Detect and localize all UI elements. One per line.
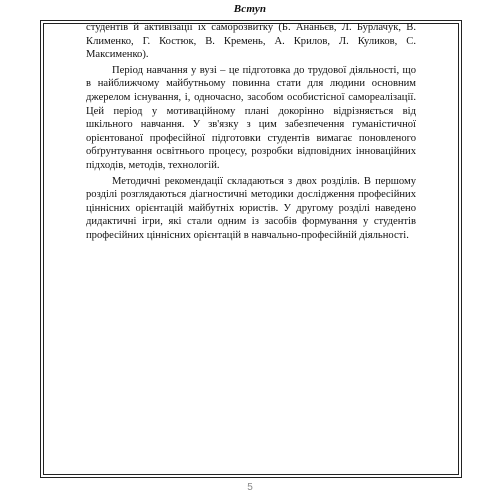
running-header-title: Вступ (233, 3, 267, 15)
paragraph-study-period: Період навчання у вузі – це підготовка до трудової діяльності, що в найближчому майбутньому повинна стати для людини основним джерелом існування, і, одночасно, засобом особистісної самореалізації. Цей період у мотиваційному плані докорінно відрізняється від шкільного навчання. У зв'язку з цим забезпечення гуманістичної орієнтованої професійної підготовки студентів вимагає поновленого обґрунтування освітнього процесу, розробки відповідних інноваційних підходів, методів, технологій. (86, 64, 416, 171)
paragraph-continuation: студентів й активізації їх саморозвитку (Б. Ананьєв, Л. Бурлачук, В. Клименко, Г. Костюк, В. Кремень, А. Крилов, Л. Куликов, С. Максименко). (86, 22, 416, 61)
body-text (86, 21, 416, 243)
paragraph-structure: Методичні рекомендації складаються з двох розділів. В першому розділі розглядаються діагностичні методики дослідження професійних ціннісних орієнтацій майбутніх юристів. У другому розділі наведено дидактичні ігри, які стали одним із засобів формування у студентів професійних ціннісних орієнтацій в навчально-професійній діяльності. (86, 175, 416, 241)
page-number: 5 (247, 482, 253, 493)
